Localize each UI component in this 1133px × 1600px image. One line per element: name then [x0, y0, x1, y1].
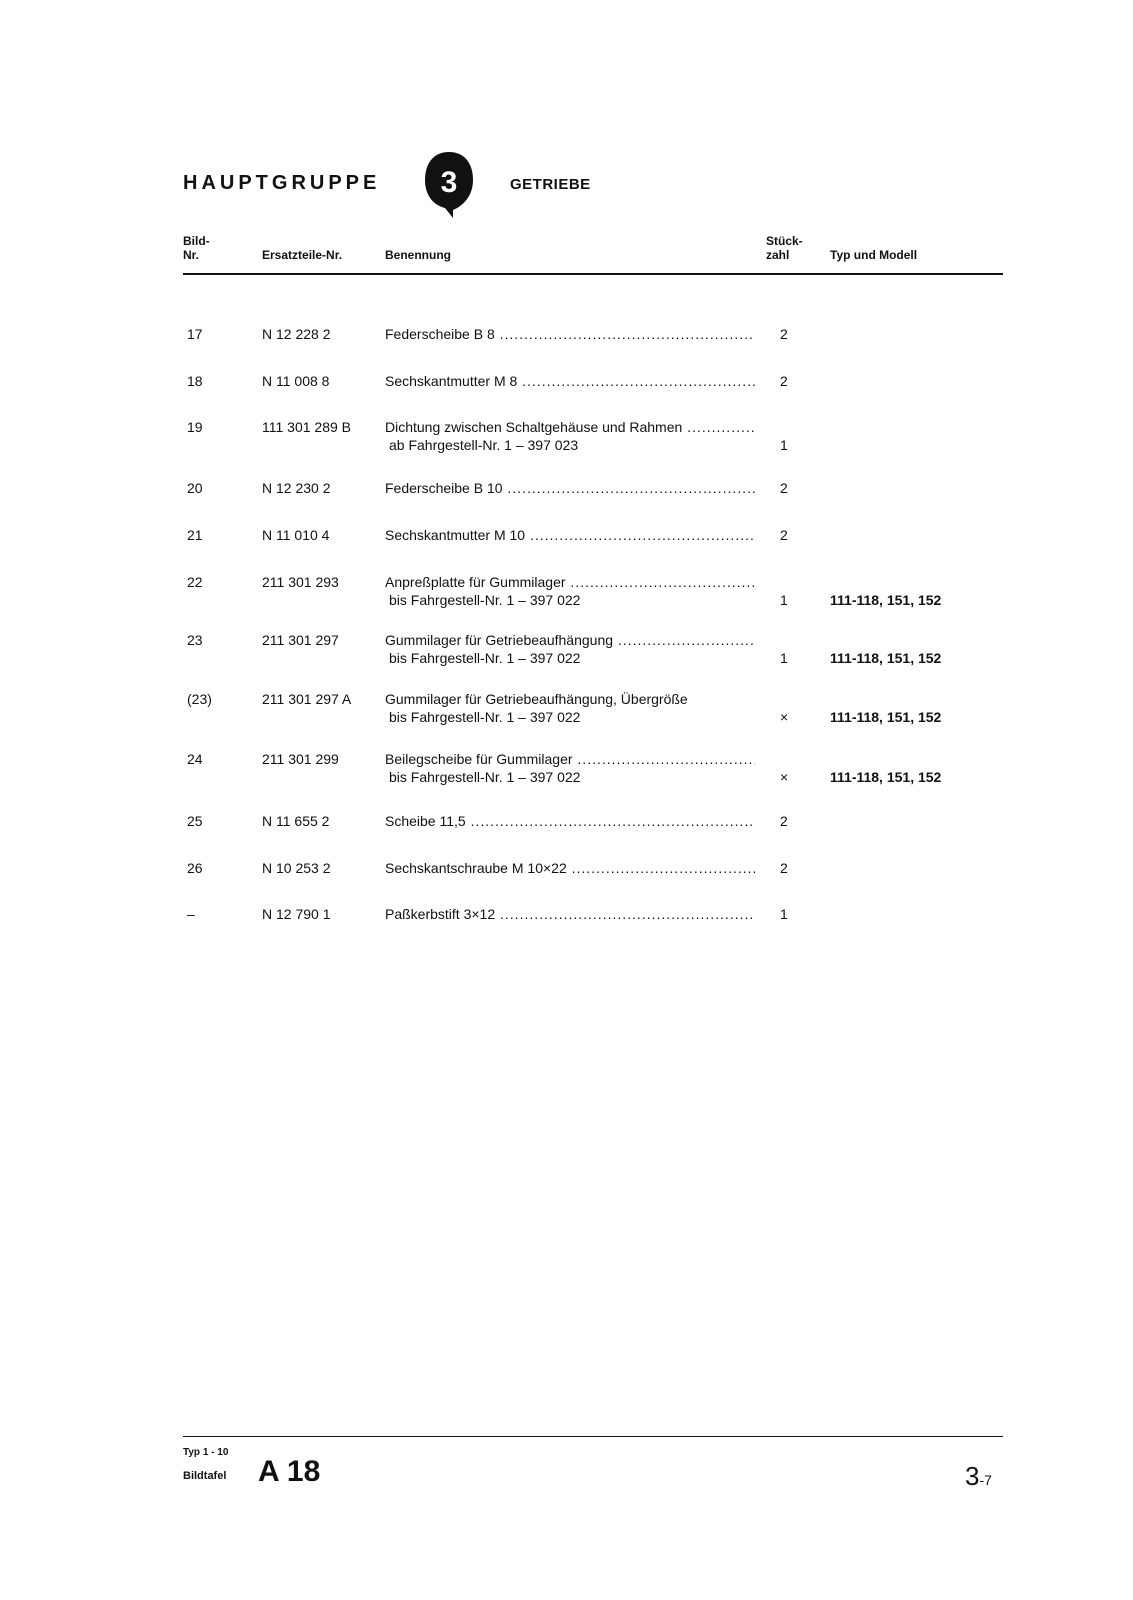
group-number-badge: [423, 150, 475, 218]
row-part-number: N 11 010 4: [262, 527, 330, 543]
footer-rule: [183, 1436, 1003, 1437]
row-part-number: 211 301 297: [262, 632, 339, 648]
row-part-number: 211 301 293: [262, 574, 339, 590]
row-description: Gummilager für Getriebeaufhängung .....: [385, 631, 755, 649]
col-bild-nr-line2: Nr.: [183, 248, 200, 262]
row-quantity: 1: [780, 592, 788, 608]
row-nr: 25: [187, 813, 203, 829]
main-group-name: GETRIEBE: [510, 176, 591, 193]
row-part-number: N 11 655 2: [262, 813, 330, 829]
row-nr: 24: [187, 751, 203, 767]
row-nr: 21: [187, 527, 203, 543]
row-nr: (23): [187, 691, 212, 707]
col-bild-nr-line1: Bild-: [183, 234, 210, 248]
row-quantity: 2: [780, 813, 788, 829]
row-quantity: 2: [780, 527, 788, 543]
row-quantity: ×: [780, 769, 789, 785]
row-part-number: 211 301 299: [262, 751, 339, 767]
row-quantity: 2: [780, 860, 788, 876]
row-part-number: N 12 230 2: [262, 480, 331, 496]
row-nr: 22: [187, 574, 203, 590]
row-nr: 26: [187, 860, 203, 876]
row-part-number: 111 301 289 B: [262, 419, 352, 435]
row-quantity: 1: [780, 906, 788, 922]
row-description-line2: bis Fahrgestell-Nr. 1 – 397 022: [389, 769, 581, 785]
row-quantity: 2: [780, 373, 788, 389]
row-nr: –: [187, 906, 195, 922]
row-type-model: 111-118, 151, 152: [830, 650, 942, 666]
row-description: Sechskantschraube M 10×22 .....: [385, 859, 755, 877]
col-stueckzahl-line2: zahl: [766, 248, 790, 262]
main-group-title: HAUPTGRUPPE: [183, 172, 381, 194]
row-quantity: ×: [780, 709, 789, 725]
col-typ-modell: Typ und Modell: [830, 248, 918, 262]
row-description: Scheibe 11,5 .....: [385, 812, 755, 830]
col-benennung: Benennung: [385, 248, 451, 262]
row-nr: 17: [187, 326, 203, 342]
row-type-model: 111-118, 151, 152: [830, 709, 942, 725]
page-number-main: 3: [965, 1461, 980, 1491]
footer-type-range: Typ 1 - 10: [183, 1447, 229, 1458]
row-description-line2: bis Fahrgestell-Nr. 1 – 397 022: [389, 650, 581, 666]
row-quantity: 2: [780, 480, 788, 496]
row-quantity: 1: [780, 650, 788, 666]
row-part-number: N 11 008 8: [262, 373, 330, 389]
row-description: Sechskantmutter M 8 .....: [385, 372, 755, 390]
group-number: 3: [440, 166, 458, 199]
row-description-line2: ab Fahrgestell-Nr. 1 – 397 023: [389, 437, 579, 453]
row-nr: 20: [187, 480, 203, 496]
row-part-number: N 10 253 2: [262, 860, 331, 876]
row-description: Paßkerbstift 3×12 .....: [385, 905, 755, 923]
row-part-number: N 12 228 2: [262, 326, 331, 342]
row-nr: 18: [187, 373, 203, 389]
header-rule: [183, 273, 1003, 275]
row-description: Anpreßplatte für Gummilager .....: [385, 573, 755, 591]
row-description: Federscheibe B 8 .....: [385, 325, 755, 343]
row-description-line2: bis Fahrgestell-Nr. 1 – 397 022: [389, 592, 581, 608]
page-number: [965, 1461, 992, 1492]
page-header: [183, 150, 1003, 220]
col-stueckzahl-line1: Stück-: [766, 234, 803, 248]
row-description: Federscheibe B 10 .....: [385, 479, 755, 497]
row-quantity: 1: [780, 437, 788, 453]
row-type-model: 111-118, 151, 152: [830, 592, 942, 608]
row-part-number: N 12 790 1: [262, 906, 331, 922]
row-part-number: 211 301 297 A: [262, 691, 352, 707]
row-description: Gummilager für Getriebeaufhängung, Übergröße: [385, 691, 688, 707]
row-type-model: 111-118, 151, 152: [830, 769, 942, 785]
page-number-sub: -7: [979, 1472, 992, 1488]
row-description-line2: bis Fahrgestell-Nr. 1 – 397 022: [389, 709, 581, 725]
row-description: Sechskantmutter M 10 .....: [385, 526, 755, 544]
col-ersatzteile: Ersatzteile-Nr.: [262, 248, 343, 262]
row-quantity: 2: [780, 326, 788, 342]
footer-plate-code: A 18: [258, 1455, 321, 1488]
row-nr: 19: [187, 419, 203, 435]
col-bild-nr: [183, 234, 210, 262]
row-description: Beilegscheibe für Gummilager .....: [385, 750, 755, 768]
col-stueckzahl: [766, 234, 803, 262]
footer-plate-label: Bildtafel: [183, 1470, 227, 1482]
row-nr: 23: [187, 632, 203, 648]
row-description: Dichtung zwischen Schaltgehäuse und Rahmen .....: [385, 418, 755, 436]
